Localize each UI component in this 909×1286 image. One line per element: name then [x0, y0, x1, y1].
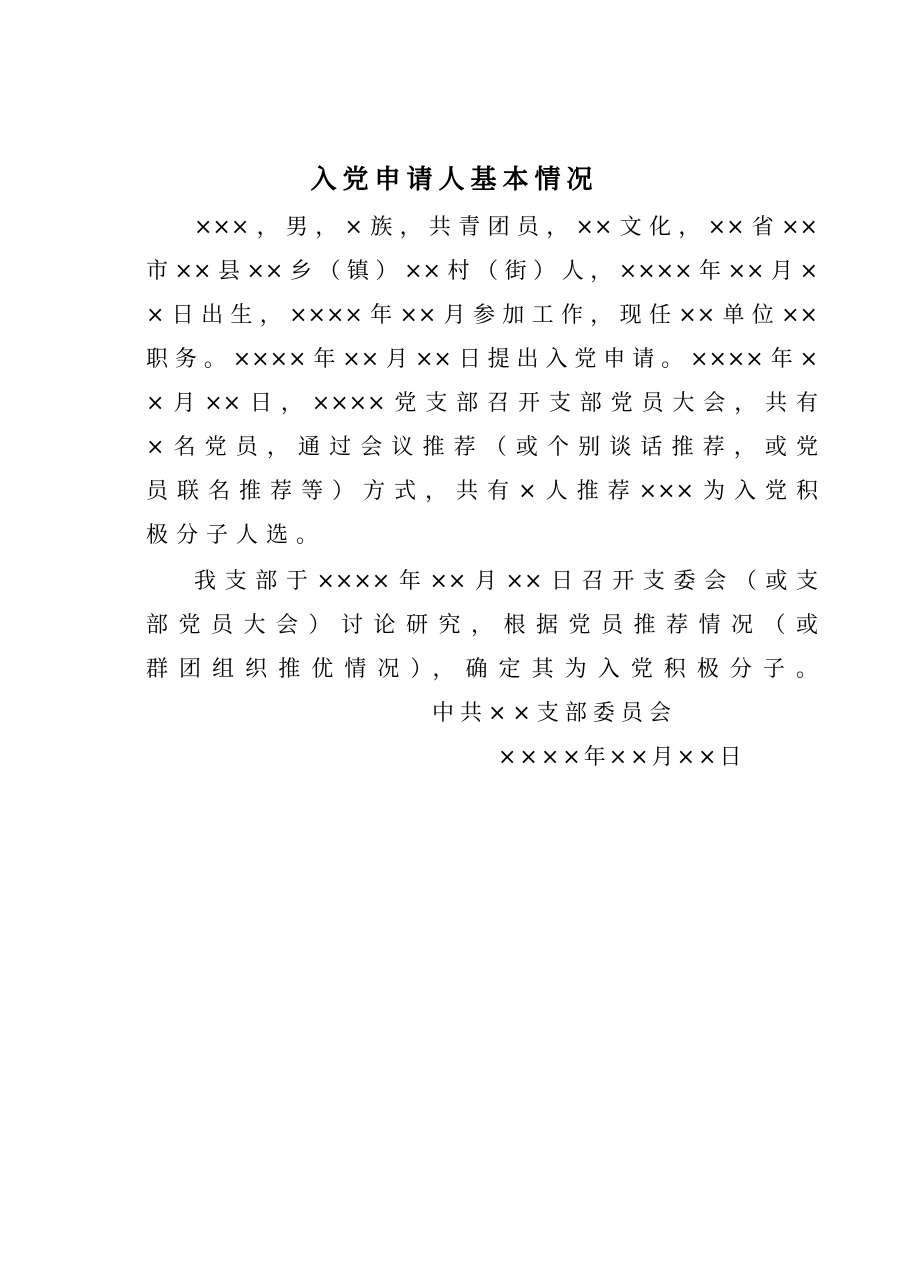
signature-date: ××××年××月××日 [498, 745, 745, 770]
paragraph1-line-3: ×日出生，××××年××月参加工作，现任××单位×× [146, 303, 818, 328]
paragraph1-line-7: 员联名推荐等）方式，共有×人推荐×××为入党积 [146, 479, 818, 504]
paragraph2-line-3: 群团组织推优情况），确定其为入党积极分子。 [146, 657, 818, 682]
document-title: 入党申请人基本情况 [310, 165, 599, 195]
paragraph1-line-2: 市××县××乡（镇）××村（街）人，××××年××月× [146, 259, 818, 284]
paragraph1-line-5: ×月××日，××××党支部召开支部党员大会，共有 [146, 391, 818, 416]
paragraph1-line-6: ×名党员，通过会议推荐（或个别谈话推荐，或党 [146, 435, 818, 460]
paragraph1-line-1: ×××，男，×族，共青团员，××文化，××省×× [194, 215, 818, 240]
paragraph1-line-8: 极分子人选。 [146, 523, 327, 548]
paragraph2-line-1: 我支部于××××年××月××日召开支委会（或支 [194, 569, 818, 594]
signature-organization: 中共××支部委员会 [432, 701, 677, 726]
paragraph1-line-4: 职务。××××年××月××日提出入党申请。××××年× [146, 347, 818, 372]
paragraph2-line-2: 部党员大会）讨论研究，根据党员推荐情况（或 [146, 613, 818, 638]
